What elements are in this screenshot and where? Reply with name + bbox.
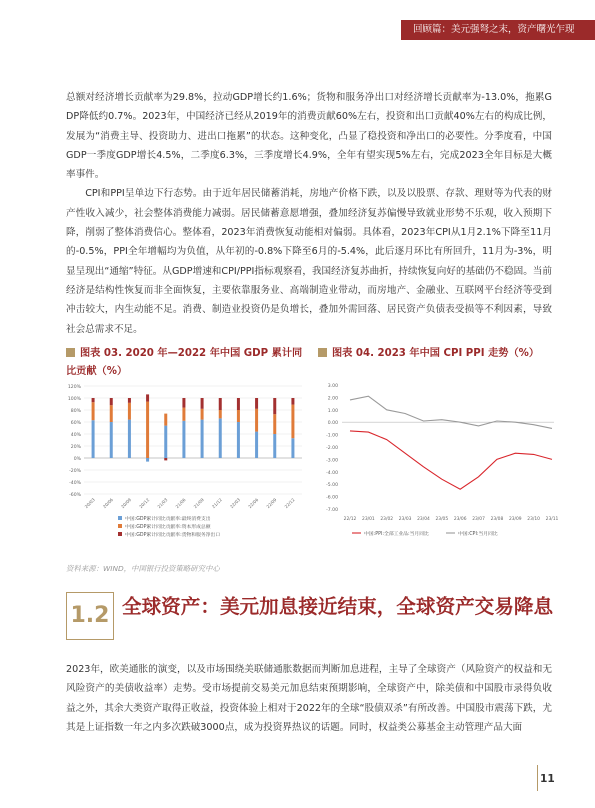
- y-tick-label: -20%: [69, 469, 81, 474]
- title-marker-icon: [66, 348, 75, 357]
- bar-segment: [273, 398, 276, 414]
- cpi-line: [350, 396, 552, 428]
- bar-segment: [273, 414, 276, 434]
- y-tick-label: -3.00: [326, 458, 338, 464]
- x-tick-label: 23/02: [380, 517, 394, 522]
- bar-segment: [291, 398, 294, 405]
- chart2-title: [318, 345, 558, 363]
- bar-segment: [128, 420, 131, 458]
- section-title: 全球资产：美元加息接近结束，全球资产交易降息: [122, 595, 554, 618]
- legend-label: 中国:GDP累计同比贡献率:资本形成总额: [125, 525, 211, 530]
- bar-segment: [110, 398, 113, 405]
- bar-segment: [237, 398, 240, 410]
- bar-segment: [291, 438, 294, 458]
- chart1-title-text: 图表 03. 2020 年—2022 年中国 GDP 累计同比贡献（%）: [66, 348, 303, 377]
- chart1-title: [66, 345, 306, 381]
- source-note: 资料来源：WIND，中国银行投资策略研究中心: [66, 564, 220, 573]
- bar-segment: [164, 426, 167, 458]
- section-number: 1.2: [66, 592, 114, 640]
- x-tick-label: 23/05: [435, 517, 449, 522]
- bar-segment: [146, 458, 149, 462]
- x-tick-label: 21/06: [174, 497, 187, 510]
- bar-segment: [128, 398, 131, 403]
- legend-swatch: [118, 524, 122, 528]
- header-section-tag: 回顾篇：美元强弩之末，资产曙光乍现: [401, 20, 595, 40]
- page-number-divider: [537, 765, 538, 791]
- bar-segment: [219, 418, 222, 458]
- legend-label: 中国:CPI:当月同比: [458, 532, 498, 537]
- bar-segment: [255, 409, 258, 432]
- x-tick-label: 23/01: [362, 517, 375, 522]
- x-tick-label: 21/03: [156, 497, 169, 510]
- bar-segment: [110, 422, 113, 458]
- bar-segment: [255, 432, 258, 458]
- x-tick-label: 23/09: [508, 517, 522, 522]
- y-tick-label: 3.00: [327, 384, 338, 389]
- x-tick-label: 23/03: [398, 517, 412, 522]
- bar-segment: [128, 403, 131, 420]
- bar-segment: [110, 405, 113, 422]
- legend-label: 中国:GDP累计同比贡献率:最终消费支出: [125, 517, 211, 522]
- y-tick-label: -7.00: [326, 508, 338, 513]
- page-number: 11: [540, 773, 555, 785]
- x-tick-label: 21/09: [192, 497, 205, 510]
- body-text-bottom: [66, 660, 552, 737]
- y-tick-label: 20%: [70, 445, 81, 450]
- legend-label: 中国:GDP累计同比贡献率:货物和服务净出口: [125, 533, 221, 538]
- x-tick-label: 20/03: [83, 497, 96, 510]
- x-tick-label: 23/06: [453, 517, 467, 522]
- cpi-ppi-chart: [316, 375, 566, 550]
- y-tick-label: -5.00: [326, 483, 338, 489]
- y-tick-label: 2.00: [327, 396, 338, 402]
- bar-segment: [146, 402, 149, 458]
- paragraph-gdp-contribution: 总额对经济增长贡献率为29.8%，拉动GDP增长约1.6%；货物和服务净出口对经济增长贡献率为-13.0%，拖累GDP降低约0.7%。2023年，中国经济已经从2019年的消费贡献60%左右，投资和出口贡献40%左右的构成比例，发展为“消费主导、投资助力、进出口拖累”的状态。这种变化，凸显了稳投资和净出口的必要性。分季度看，中国GDP一季度GDP增长4.5%，二季度6.3%，三季度增长4.9%，全年有望实现5%左右，完成2023全年目标是大概率事件。: [66, 92, 552, 181]
- x-tick-label: 23/07: [472, 517, 485, 522]
- title-marker-icon: [318, 348, 327, 357]
- x-tick-label: 22/09: [265, 497, 278, 510]
- y-tick-label: -4.00: [326, 470, 338, 476]
- x-tick-label: 22/12: [343, 517, 357, 522]
- legend-swatch: [118, 516, 122, 520]
- y-tick-label: -1.00: [326, 433, 338, 439]
- y-tick-label: 120%: [67, 385, 81, 390]
- body-text-top: [66, 88, 552, 339]
- legend-swatch: [118, 532, 122, 536]
- x-tick-label: 20/12: [138, 497, 151, 510]
- x-tick-label: 23/08: [490, 517, 504, 522]
- y-tick-label: -2.00: [326, 446, 338, 451]
- bar-segment: [291, 405, 294, 439]
- bar-segment: [201, 420, 204, 458]
- bar-segment: [92, 398, 95, 402]
- bar-segment: [255, 398, 258, 409]
- bar-segment: [182, 421, 185, 458]
- paragraph-cpi-ppi: CPI和PPI呈单边下行态势。由于近年居民储蓄消耗，房地产价格下跌，以及以股票、存款、理财等为代表的财产性收入减少，社会整体消费能力减弱。居民储蓄意愿增强，叠加经济复苏偏慢导致就业形势不乐观，收入预期下降，削弱了整体消费信心。整体看，2023年消费恢复动能相对偏弱。具体看，2023年CPI从1月2.1%下降至11月的-0.5%，PPI全年增幅均为负值，从年初的-0.8%下降至6月的-5.4%，此后逐月环比有所回升，11月为-3%，明显呈现出“通缩”特征。从GDP增速和CPI/PPI指标观察看，我国经济复苏曲折，持续恢复向好的基础仍不稳固。当前经济是结构性恢复而非全面恢复，主要依靠服务业、高端制造业带动，而房地产、金融业、互联网平台经济等受到冲击较大，内生动能不足。消费、制造业投资仍是负增长，叠加外需回落、居民资产负债表受损等不利因素，导致社会总需求不足。: [66, 188, 552, 335]
- y-tick-label: -60%: [69, 493, 81, 498]
- bar-segment: [273, 434, 276, 458]
- bar-segment: [182, 398, 185, 408]
- chart2-title-text: 图表 04. 2023 年中国 CPI PPI 走势（%）: [332, 348, 540, 359]
- x-tick-label: 22/12: [283, 497, 296, 510]
- x-tick-label: 23/11: [545, 517, 559, 522]
- legend-label: 中国:PPI:全部工业品:当月同比: [364, 532, 429, 537]
- bar-segment: [201, 398, 204, 409]
- y-tick-label: 0%: [73, 457, 81, 462]
- bar-segment: [92, 420, 95, 458]
- bar-segment: [146, 394, 149, 401]
- y-tick-label: 100%: [67, 397, 81, 402]
- bar-segment: [201, 409, 204, 420]
- x-tick-label: 21/12: [210, 497, 223, 510]
- x-tick-label: 23/04: [417, 517, 430, 522]
- bar-segment: [237, 422, 240, 458]
- ppi-line: [350, 431, 552, 489]
- y-tick-label: -6.00: [326, 495, 338, 501]
- bar-segment: [237, 410, 240, 422]
- bar-segment: [219, 398, 222, 410]
- bar-segment: [92, 402, 95, 420]
- y-tick-label: -40%: [69, 481, 81, 486]
- x-tick-label: 20/06: [101, 497, 114, 510]
- y-tick-label: 80%: [70, 409, 81, 414]
- y-tick-label: 60%: [70, 421, 81, 426]
- y-tick-label: 40%: [70, 433, 81, 438]
- y-tick-label: 0.00: [327, 421, 338, 427]
- bar-segment: [182, 408, 185, 421]
- x-tick-label: 22/06: [247, 497, 260, 510]
- bar-segment: [164, 458, 167, 460]
- bar-segment: [164, 414, 167, 426]
- gdp-contribution-chart: [62, 380, 312, 550]
- paragraph-global-assets: 2023年，欧美通胀的演变，以及市场围绕美联储通胀数据而判断加息进程，主导了全球资产（风险资产的权益和无风险资产的美债收益率）走势。受市场提前交易美元加息结束预期影响，全球资产中，除美债和中国股市录得负收益之外，其余大类资产取得正收益，投资体验上相对于2022年的全球“股债双杀”有所改善。中国股市震荡下跌，尤其是上证指数一年之内多次跌破3000点，成为投资界热议的话题。同时，权益类公募基金主动管理产品大面: [66, 664, 552, 733]
- y-tick-label: 1.00: [327, 408, 338, 414]
- x-tick-label: 22/03: [229, 497, 242, 510]
- x-tick-label: 20/09: [120, 497, 133, 510]
- x-tick-label: 23/10: [527, 517, 540, 522]
- bar-segment: [219, 410, 222, 418]
